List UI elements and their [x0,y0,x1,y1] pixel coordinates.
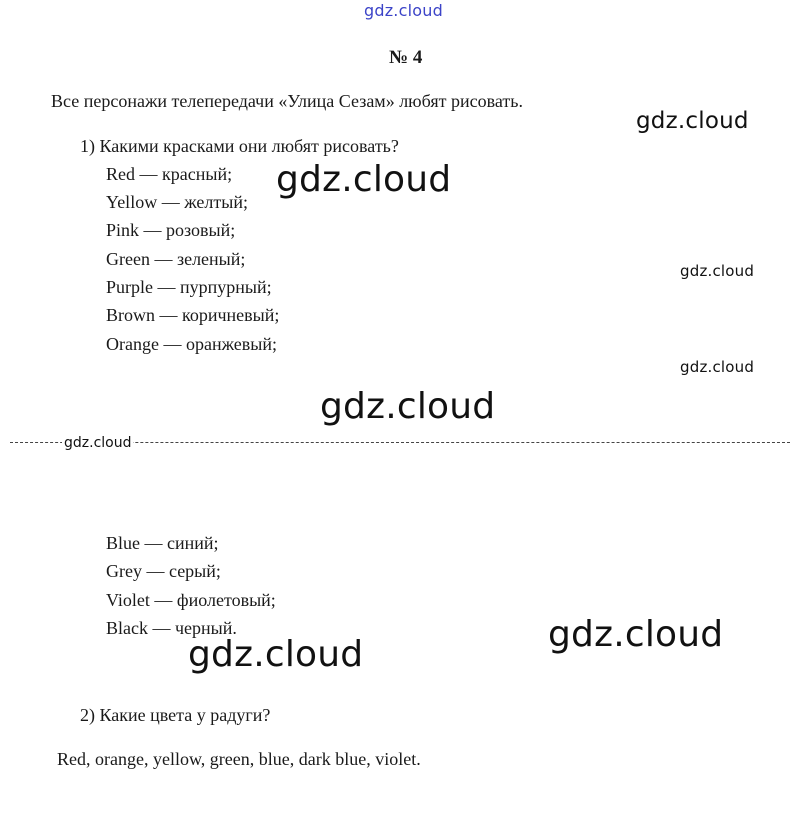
watermark-center-1: gdz.cloud [276,159,452,200]
list-item: Pink — розовый; [106,220,236,240]
exercise-title: № 4 [389,47,423,68]
answer-2: Red, orange, yellow, green, blue, dark blue, violet. [57,749,421,769]
list-item: Green — зеленый; [106,249,246,269]
list-item: Violet — фиолетовый; [106,590,276,610]
question-1: 1) Какими красками они любят рисовать? [80,136,399,156]
watermark-right-2: gdz.cloud [680,262,755,280]
list-item: Red — красный; [106,164,233,184]
question-2: 2) Какие цвета у радуги? [80,705,271,725]
list-item: Purple — пурпурный; [106,277,272,297]
watermark-right-3: gdz.cloud [680,358,755,376]
watermark-right-4: gdz.cloud [548,614,724,655]
watermark-top: gdz.cloud [364,1,443,20]
watermark-left-bottom: gdz.cloud [188,634,364,675]
list-item: Yellow — желтый; [106,192,248,212]
list-item: Orange — оранжевый; [106,334,278,354]
watermark-right-1: gdz.cloud [636,108,749,134]
list-item: Black — черный. [106,618,237,638]
watermark-center-2: gdz.cloud [320,386,496,427]
exercise-intro: Все персонажи телепередачи «Улица Сезам» любят рисовать. [51,91,523,111]
list-item: Grey — серый; [106,561,221,581]
list-item: Brown — коричневый; [106,305,280,325]
watermark-divider: gdz.cloud [64,435,132,451]
list-item: Blue — синий; [106,533,219,553]
